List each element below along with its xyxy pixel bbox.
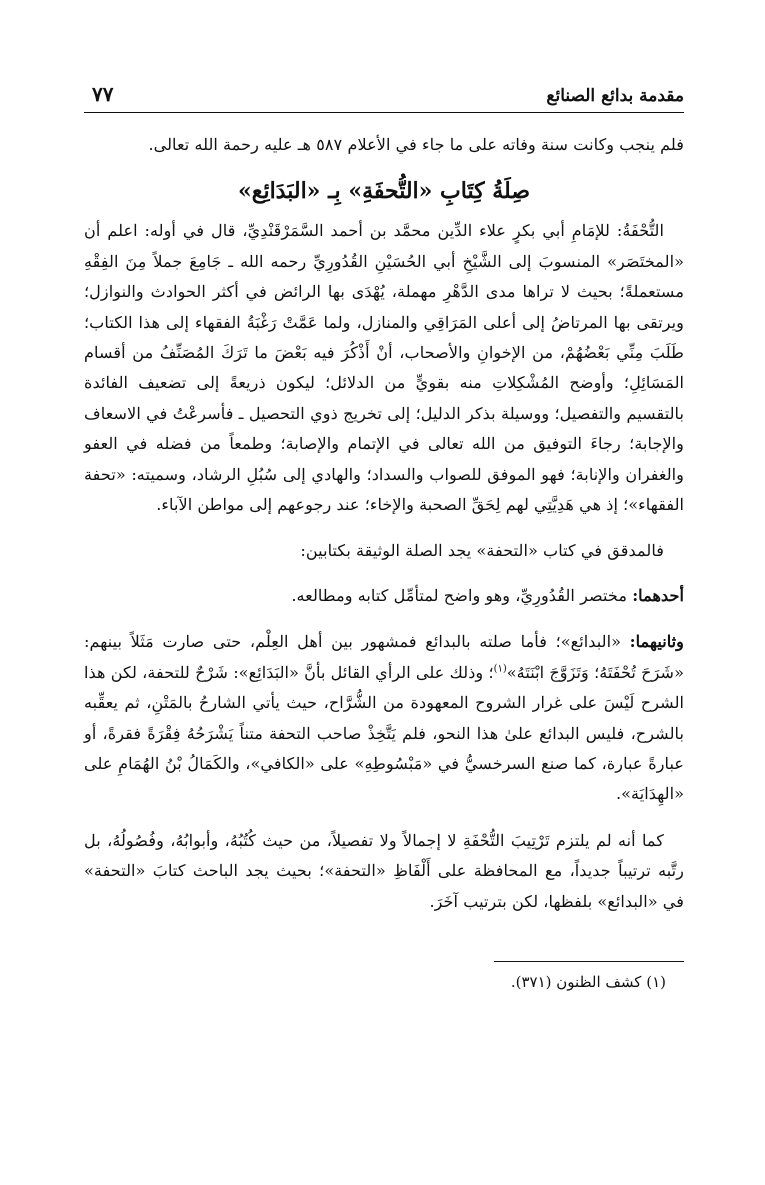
footnote-reference[interactable]: (١) xyxy=(493,663,507,675)
page-number: ٧٧ xyxy=(92,82,114,106)
page-header xyxy=(84,82,684,113)
first-text: مختصر القُدُورِيِّ، وهو واضح لمتأمِّل كتابه ومطالعه. xyxy=(291,585,633,605)
footnote-divider xyxy=(494,961,684,962)
two-books-paragraph: فالمدقق في كتاب «التحفة» يجد الصلة الوثيقة بكتابين: xyxy=(300,541,664,561)
intro-paragraph: فلم ينجب وكانت سنة وفاته على ما جاء في الأعلام ٥٨٧ هـ عليه رحمة الله تعالى. xyxy=(148,135,684,154)
book-page xyxy=(84,82,684,994)
section-heading: صِلَةُ كِتَابِ «التُّحفَةِ» بِـ «البَدَائِع» xyxy=(237,178,530,205)
arrangement-paragraph: كما أنه لم يلتزم تَرْتِيبَ التُّحْفَةِ لا إجمالاً ولا تفصيلاً، من حيث كُتُبُهُ، وأبوابُهُ، وفُصُولُهُ، بل رتَّبه ترتيباً جديداً، مع المحافظة على أَلْفَاظِ «التحفة»؛ بحيث يجد الباحث كتابَ «التحفة» في «البدائع» بلفظها، لكن بترتيب آخَرَ. xyxy=(84,830,684,911)
first-book-paragraph xyxy=(84,581,684,611)
tuhfa-paragraph: التُّحْفَةُ: للإمَامِ أبي بكرٍ علاء الدِّين محمَّد بن أحمد السَّمَرْقَنْدِيِّ، قال في أوله: اعلم أن «المختَصَر» المنسوبَ إلى الشَّيْخِ أبي الحُسَيْنِ القُدُورِيِّ رحمه الله ـ جَامِعَ جملاً مِنَ الفِقْهِ مستعملةً؛ بحيث لا تراها مدى الدَّهْرِ مهملة، يُهْدَى بها الرائض في أكثر الحوادث والنوازل؛ ويرتقى بها المرتاضُ إلى أعلى المَرَاقِي والمنازل، ولما عَمَّتْ رَغْبَةُ الفقهاء إلى هذا الكتاب؛ طَلَبَ مِنِّي بَعْضُهُمْ، من الإخوانِ والأصحاب، أنْ أَذْكُرَ فيه بَعْضَ ما تَرَكَ المُصَنِّفُ من أقسام المَسَائِلِ؛ وأوضح المُشْكِلاتِ منه بقويٍّ من الدلائل؛ ليكون ذريعةً إلى تضعيف الفائدة بالتقسيم والتفصيل؛ ووسيلة بذكر الدليل؛ إلى تخريج ذوي التحصيل ـ فأسرعْتُ في الاسعاف والإجابة؛ رجاءَ التوفيق من الله تعالى في الإتمام والإصابة؛ وطمعاً من فضله في العفو والغفران والإنابة؛ فهو الموفق للصواب والسداد؛ والهادي إلى سُبُلِ الرشاد، وسميته: «تحفة الفقهاء»؛ إذ هي هَدِيَّتِي لهم لِحَقِّ الصحبة والإخاء؛ عند رجوعهم إلى مواطن الآباء. xyxy=(84,221,684,515)
footnote: (١) كشف الظنون (٣٧١). xyxy=(510,972,666,991)
running-title: مقدمة بدائع الصنائع xyxy=(546,86,684,106)
second-text-b: ؛ وذلك على الرأي القائل بأنَّ «البَدَائِع»: شَرْحٌ للتحفة، لكن هذا الشرح لَيْسَ على غرار الشروح المعهودة من الشُّرَّاح، حيث يأتي الشارحُ بالمَتْنِ، ثم يعقِّبه بالشرح، فليس البدائع علىٰ هذا النحو، فلم يَتَّخِذْ صاحب التحفة متناً يَشْرَحُهُ فِقْرَةً فقرةً، أو عبارةً عبارة، كما صنع السرخسيُّ في «مَبْسُوطِهِ» على «الكافي»، والكَمَالُ بْنُ الهُمَامِ على «الهِدَايَة». xyxy=(84,662,684,804)
second-label: وثانيهما: xyxy=(629,632,684,652)
first-label: أحدهما: xyxy=(632,585,684,605)
second-text-a: «البدائع»؛ فأما صلته بالبدائع فمشهور بين أهل العِلْم، حتى صارت مَثَلاً بينهم: «شَرَحَ تُحْفَتَهُ؛ وَتَزَوَّجَ ابْنَتَهُ» xyxy=(84,632,684,682)
second-book-paragraph xyxy=(84,627,684,809)
